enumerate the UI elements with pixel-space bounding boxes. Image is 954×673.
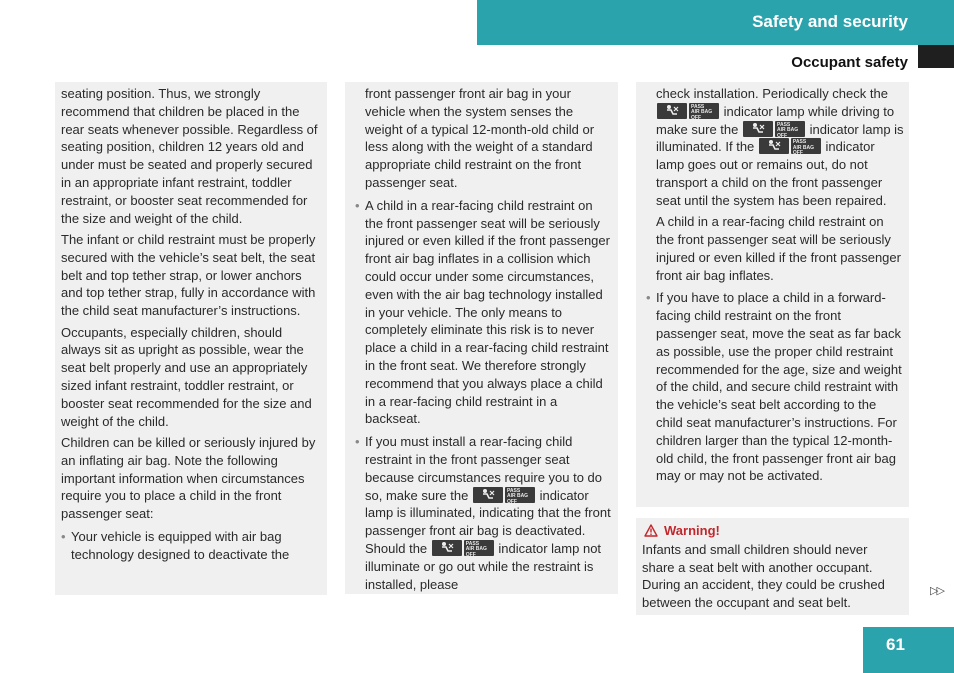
bullet-item <box>61 528 322 564</box>
page-number: 61 <box>886 635 905 654</box>
bullet-icon: • <box>355 434 360 450</box>
paragraph: A child in a rear-facing child restraint on the front passenger seat will be seriously injured or even killed if the front passenger front air bag inflates. <box>656 214 901 283</box>
warning-body: Infants and small children should never share a seat belt with another occupant. During an accident, they could be crushed between the occupant and seat belt. <box>642 541 885 611</box>
bullet-text: Your vehicle is equipped with air bag technology designed to deactivate the <box>71 528 290 562</box>
airbag-off-label: PASS AIR BAG OFF <box>791 138 821 154</box>
passenger-airbag-off-icon <box>473 487 535 503</box>
warning-triangle-icon <box>644 524 658 537</box>
text-column-3 <box>636 82 909 507</box>
bullet-text: If you have to place a child in a forward-facing child restraint on the front passenger seat, move the seat as far back as possible, use the proper child restraint recommended for the age, size and weight of the child, and secure child restraint with the vehicle’s seat belt according to the child seat manufacturer’s instructions. For children larger than the typical 12-month-old child, the front passenger front air bag may or may not be activated. <box>656 290 902 484</box>
paragraph: The infant or child restraint must be properly secured with the vehicle’s seat belt, the seat belt and top tether strap, or lower anchors and top tether strap, fully in accordance with the child seat manufacturer’s instructions. <box>61 231 316 319</box>
passenger-airbag-off-icon <box>759 138 821 157</box>
text-column-1 <box>55 82 327 595</box>
text-run: indicator lamp goes out or remains out, do not transport a child on the front passenger seat until the system has been repaired. <box>656 139 887 208</box>
bullet-icon: • <box>355 197 360 213</box>
bullet-item <box>355 433 613 593</box>
bullet-text: indicator lamp not illuminate or go out while the restraint is installed, please <box>365 540 602 592</box>
child-seat-icon <box>657 103 687 119</box>
passenger-airbag-off-icon <box>432 540 494 556</box>
text-run: check installation. Periodically check the <box>656 86 888 101</box>
paragraph: Occupants, especially children, should always sit as upright as possible, wear the seat belt properly and use an appropriately sized infant restraint, toddler restraint, or booster seat recommended for the size and weight of the child. <box>61 324 312 429</box>
airbag-off-label: PASS AIR BAG OFF <box>689 103 719 119</box>
airbag-off-label: PASS AIR BAG OFF <box>775 121 805 137</box>
section-title: Safety and security <box>752 12 908 31</box>
page-number-box <box>863 627 954 673</box>
child-seat-icon <box>743 121 773 137</box>
warning-heading <box>642 522 903 540</box>
child-seat-icon <box>473 487 503 503</box>
text-run: indicator lamp is illuminated. If the <box>656 121 904 155</box>
bullet-text: indicator lamp is illuminated, indicating that the front passenger front air bag is deactivated. Should the <box>365 487 611 556</box>
child-seat-icon <box>759 138 789 154</box>
thumb-tab <box>918 45 954 68</box>
passenger-airbag-off-icon <box>743 121 805 137</box>
paragraph: Children can be killed or seriously injured by an inflating air bag. Note the following important information when circumstances require you to place a child in the front passenger seat: <box>61 434 316 522</box>
bullet-text: A child in a rear-facing child restraint on the front passenger seat will be seriously injured or even killed if the front passenger front air bag inflates in a collision which could occur under some circumstances, even with the air bag technology installed in your vehicle. The only means to completely eliminate this risk is to never place a child in a rear-facing child restraint in the front seat. We therefore strongly recommend that you always place a child in a rear-facing child restraint in a backseat. <box>365 197 610 427</box>
warning-title: Warning! <box>664 523 720 538</box>
bullet-item <box>646 289 904 485</box>
paragraph <box>656 85 904 210</box>
subsection-title: Occupant safety <box>791 54 908 71</box>
child-seat-icon <box>432 540 462 556</box>
airbag-off-label: PASS AIR BAG OFF <box>464 540 494 556</box>
text-run: indicator lamp while driving to make sure the <box>656 103 895 137</box>
passenger-airbag-off-icon <box>657 103 719 119</box>
warning-box <box>636 518 909 615</box>
bullet-icon: • <box>61 528 66 544</box>
bullet-item <box>355 197 613 428</box>
bullet-text: If you must install a rear-facing child restraint in the front passenger seat because circumstances require you to do so, make sure the <box>365 434 603 503</box>
text-column-2 <box>345 82 618 594</box>
paragraph: seating position. Thus, we strongly recommend that children be placed in the rear seats whenever possible. Regardless of seating position, children 12 years old and under must be seated and properly secured in an appropriate infant restraint, toddler restraint, or booster seat recommended for the size and weight of the child. <box>61 86 318 226</box>
paragraph: front passenger front air bag in your vehicle when the system senses the weight of a typical 12-month-old child or less along with the weight of a standard appropriate child restraint on the front passenger seat. <box>365 86 595 190</box>
next-page-marker: ▷▷ <box>930 585 943 597</box>
airbag-off-label: PASS AIR BAG OFF <box>505 487 535 503</box>
bullet-icon: • <box>646 290 651 306</box>
